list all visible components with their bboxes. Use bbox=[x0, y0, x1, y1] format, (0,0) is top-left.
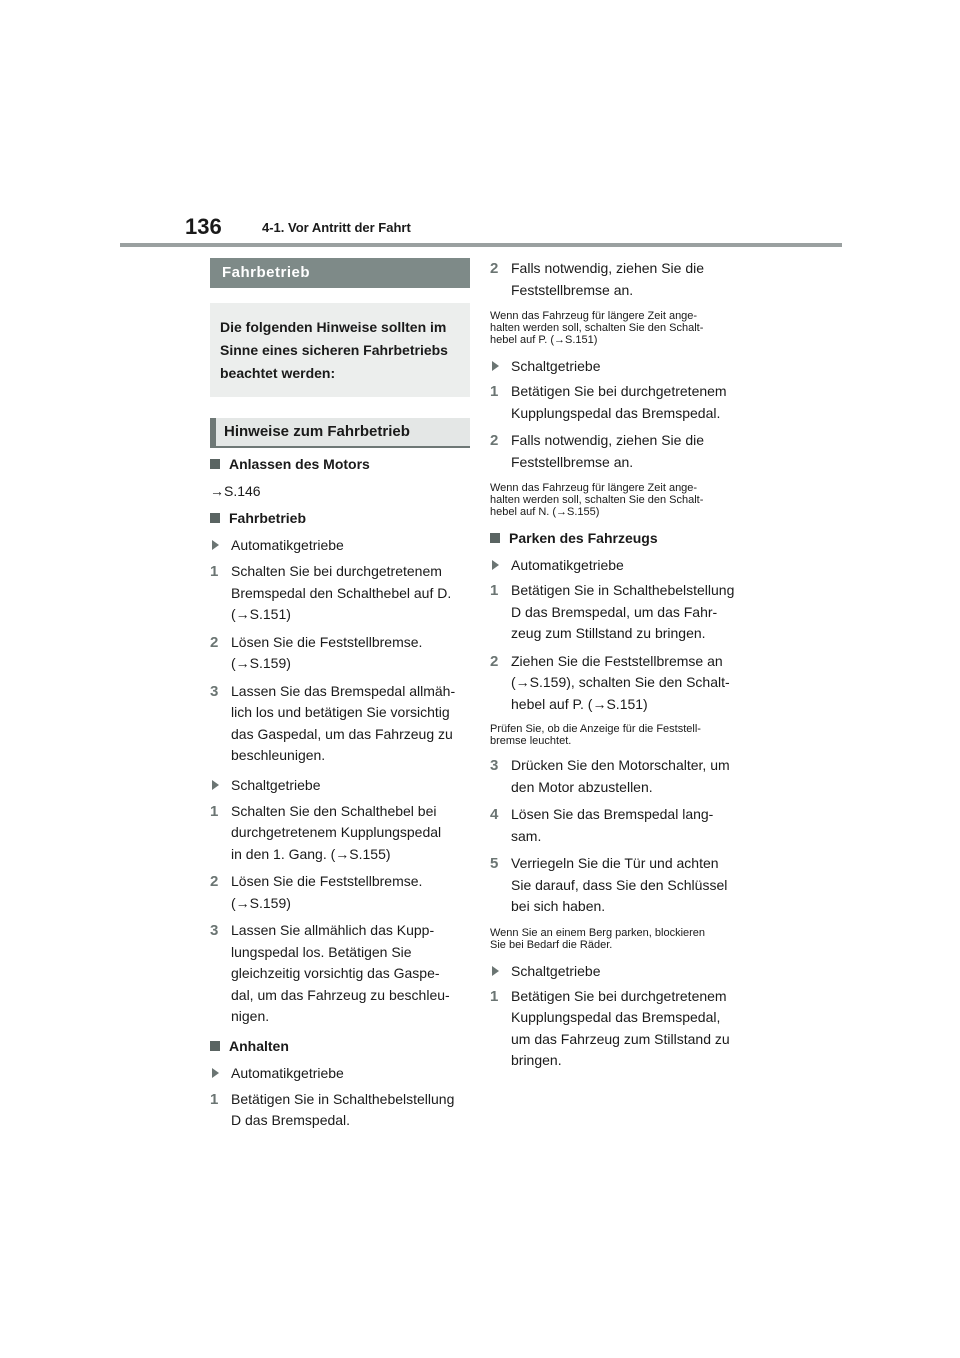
step-number: 1 bbox=[210, 1090, 219, 1108]
step bbox=[210, 1089, 470, 1132]
step-line: Bremspedal den Schalthebel auf D. bbox=[231, 584, 452, 601]
step-line: durchgetretenem Kupplungspedal bbox=[231, 824, 442, 840]
step-line: D das Bremspedal, um das Fahr- bbox=[511, 603, 718, 620]
sub-topic-text: Automatikgetriebe bbox=[231, 537, 344, 553]
step-line: bringen. bbox=[511, 1052, 562, 1068]
triangle-bullet-icon bbox=[492, 560, 499, 570]
sub-topic-text: Schaltgetriebe bbox=[231, 776, 321, 793]
step bbox=[490, 381, 748, 424]
step bbox=[210, 920, 470, 1028]
step-number: 4 bbox=[490, 806, 499, 823]
step-line: Betätigen Sie in Schalthebelstellung bbox=[231, 1090, 455, 1107]
step bbox=[210, 681, 470, 767]
step bbox=[490, 755, 748, 798]
step-number: 3 bbox=[210, 682, 219, 700]
step bbox=[210, 561, 470, 626]
topic-heading bbox=[210, 454, 470, 474]
triangle-bullet-icon bbox=[212, 540, 219, 550]
step-line: Feststellbremse an. bbox=[511, 281, 634, 298]
step-number: 1 bbox=[210, 802, 219, 820]
step-line: Lassen Sie das Bremspedal allmäh- bbox=[231, 682, 456, 699]
step bbox=[210, 801, 470, 866]
step-line: (→S.159), schalten Sie den Schalt- bbox=[511, 674, 730, 690]
step bbox=[490, 258, 748, 301]
topic-heading bbox=[210, 508, 470, 528]
triangle-bullet-icon bbox=[212, 1068, 219, 1078]
step-line: das Gaspedal, um das Fahrzeug zu bbox=[231, 725, 453, 742]
step-line: Drücken Sie den Motorschalter, um bbox=[511, 757, 730, 773]
step-line: Sie darauf, dass Sie den Schlüssel bbox=[511, 876, 728, 893]
step-line: Schalten Sie den Schalthebel bei bbox=[231, 802, 437, 819]
step-number: 2 bbox=[210, 633, 219, 651]
topic-heading-text: Fahrbetrieb bbox=[229, 510, 307, 526]
step-line: in den 1. Gang. (→S.155) bbox=[231, 845, 391, 862]
intro-box bbox=[210, 303, 470, 397]
note-line: hebel auf N. (→S.155) bbox=[490, 506, 600, 518]
square-bullet-icon bbox=[210, 513, 220, 523]
step-line: zeug zum Stillstand zu bringen. bbox=[511, 625, 706, 641]
step-number: 1 bbox=[490, 383, 499, 400]
topic-heading bbox=[210, 1036, 470, 1056]
step-number: 1 bbox=[210, 563, 219, 580]
step-line: nigen. bbox=[231, 1008, 270, 1024]
step bbox=[210, 871, 470, 914]
step-number: 5 bbox=[490, 855, 499, 872]
header-rule bbox=[120, 243, 842, 247]
note-line: Prüfen Sie, ob die Anzeige für die Feststell- bbox=[490, 723, 701, 735]
step-line: Schalten Sie bei durchgetretenem bbox=[231, 563, 442, 579]
sub-topic-text: Schaltgetriebe bbox=[511, 962, 601, 979]
section-title: 4-1. Vor Antritt der Fahrt bbox=[262, 220, 411, 235]
note bbox=[490, 927, 748, 951]
topic-heading-text: Parken des Fahrzeugs bbox=[509, 530, 658, 546]
step-line: Kupplungspedal das Bremspedal, bbox=[511, 1009, 721, 1025]
step-number: 1 bbox=[490, 987, 499, 1005]
sub-topic bbox=[210, 535, 470, 555]
step-line: Lösen Sie die Feststellbremse. bbox=[231, 633, 423, 650]
left-column bbox=[210, 258, 470, 1132]
square-bullet-icon bbox=[210, 459, 220, 469]
step-line: lich los und betätigen Sie vorsichtig bbox=[231, 704, 450, 720]
step-line: Lösen Sie das Bremspedal lang- bbox=[511, 806, 714, 822]
step-number: 3 bbox=[210, 922, 219, 939]
page-reference: →S.146 bbox=[210, 483, 261, 499]
square-bullet-icon bbox=[490, 533, 500, 543]
step-line: Falls notwendig, ziehen Sie die bbox=[511, 432, 705, 448]
intro-line: Sinne eines sicheren Fahrbetriebs bbox=[220, 342, 448, 358]
topic-heading bbox=[490, 528, 748, 548]
note-line: Wenn Sie an einem Berg parken, blockieren bbox=[490, 926, 706, 939]
page-number: 136 bbox=[185, 214, 222, 239]
step-line: (→S.159) bbox=[231, 894, 291, 911]
step-number: 2 bbox=[490, 432, 499, 449]
step-line: Betätigen Sie in Schalthebelstellung bbox=[511, 582, 735, 598]
section-heading-fahrbetrieb: Fahrbetrieb bbox=[210, 258, 470, 288]
step bbox=[490, 430, 748, 473]
sub-topic bbox=[490, 356, 748, 376]
note-line: halten werden soll, schalten Sie den Schalt- bbox=[490, 494, 704, 506]
right-column bbox=[490, 258, 748, 1072]
topic-heading-text: Anhalten bbox=[229, 1037, 289, 1054]
step-line: gleichzeitig vorsichtig das Gaspe- bbox=[231, 965, 440, 981]
step-line: Falls notwendig, ziehen Sie die bbox=[511, 260, 705, 276]
step-line: Lassen Sie allmählich das Kupp- bbox=[231, 922, 435, 938]
triangle-bullet-icon bbox=[212, 780, 219, 790]
step-number: 2 bbox=[210, 873, 219, 890]
step-line: Betätigen Sie bei durchgetretenem bbox=[511, 987, 727, 1004]
step-line: bei sich haben. bbox=[511, 898, 606, 914]
note bbox=[490, 723, 748, 747]
step bbox=[490, 853, 748, 918]
note-line: Wenn das Fahrzeug für längere Zeit ange- bbox=[490, 310, 698, 322]
sub-topic-text: Automatikgetriebe bbox=[511, 557, 624, 573]
sub-topic bbox=[210, 1063, 470, 1083]
step bbox=[490, 986, 748, 1072]
step-line: beschleunigen. bbox=[231, 747, 326, 763]
step-line: dal, um das Fahrzeug zu beschleu- bbox=[231, 986, 450, 1003]
note-line: halten werden soll, schalten Sie den Schalt- bbox=[490, 322, 704, 334]
step-line: Betätigen Sie bei durchgetretenem bbox=[511, 383, 727, 399]
step-line: Kupplungspedal das Bremspedal. bbox=[511, 404, 721, 421]
sub-topic-text: Automatikgetriebe bbox=[231, 1064, 344, 1081]
triangle-bullet-icon bbox=[492, 966, 499, 976]
step-number: 2 bbox=[490, 652, 499, 670]
step-line: Ziehen Sie die Feststellbremse an bbox=[511, 652, 723, 669]
step bbox=[490, 580, 748, 645]
step-number: 1 bbox=[490, 582, 499, 599]
square-bullet-icon bbox=[210, 1041, 220, 1051]
note-line: hebel auf P. (→S.151) bbox=[490, 334, 598, 346]
step-line: D das Bremspedal. bbox=[231, 1112, 351, 1128]
step bbox=[490, 651, 748, 716]
sub-topic bbox=[210, 775, 470, 795]
step-line: um das Fahrzeug zum Stillstand zu bbox=[511, 1030, 730, 1047]
note bbox=[490, 482, 748, 518]
sub-topic bbox=[490, 961, 748, 981]
sub-topic bbox=[490, 555, 748, 575]
step-line: hebel auf P. (→S.151) bbox=[511, 695, 648, 712]
intro-line: Die folgenden Hinweise sollten im bbox=[220, 319, 447, 335]
step-line: Feststellbremse an. bbox=[511, 453, 634, 470]
step-line: (→S.159) bbox=[231, 655, 291, 671]
note-line: Wenn das Fahrzeug für längere Zeit ange- bbox=[490, 482, 698, 494]
step bbox=[210, 632, 470, 675]
step-line: sam. bbox=[511, 827, 542, 844]
step-line: Verriegeln Sie die Tür und achten bbox=[511, 855, 719, 871]
step-line: den Motor abzustellen. bbox=[511, 778, 653, 795]
step-number: 2 bbox=[490, 260, 499, 277]
sub-heading-hinweise: Hinweise zum Fahrbetrieb bbox=[210, 418, 470, 448]
step bbox=[490, 804, 748, 847]
topic-heading-text: Anlassen des Motors bbox=[229, 456, 370, 472]
note bbox=[490, 310, 748, 346]
step-number: 3 bbox=[490, 757, 499, 774]
step-line: lungspedal los. Betätigen Sie bbox=[231, 943, 412, 960]
step-line: (→S.151) bbox=[231, 606, 291, 622]
intro-line: beachtet werden: bbox=[220, 365, 336, 381]
note-line: Sie bei Bedarf die Räder. bbox=[490, 938, 613, 951]
sub-topic-text: Schaltgetriebe bbox=[511, 358, 601, 374]
note-line: bremse leuchtet. bbox=[490, 735, 572, 747]
step-line: Lösen Sie die Feststellbremse. bbox=[231, 873, 423, 889]
triangle-bullet-icon bbox=[492, 361, 499, 371]
